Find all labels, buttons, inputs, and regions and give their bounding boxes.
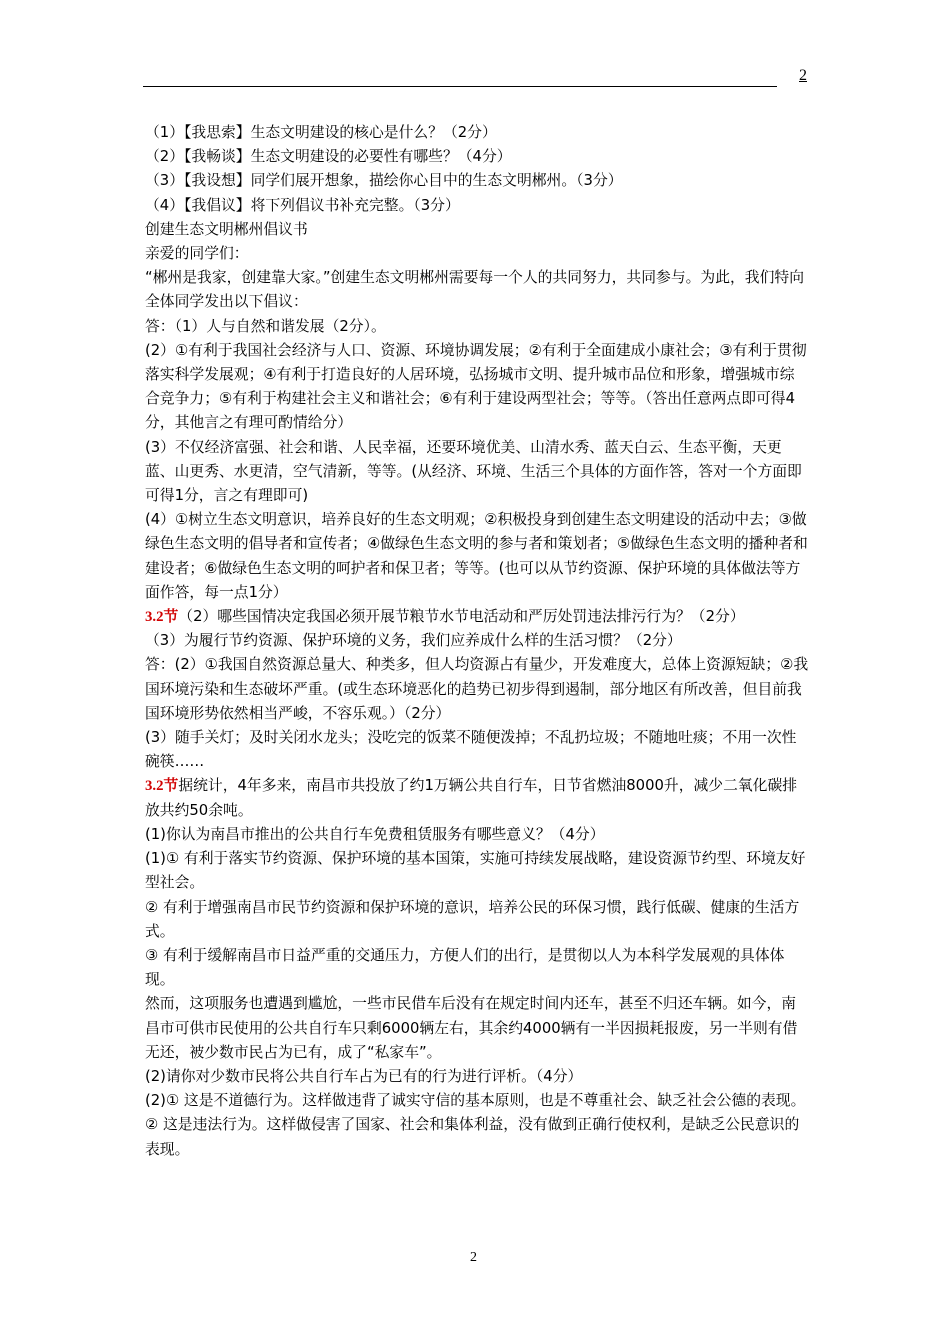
section-b-answer-1-3: ③ 有利于缓解南昌市日益严重的交通压力，方便人们的出行，是贯彻以人为本科学发展观的具体体现。 [145, 946, 785, 989]
section-b-paragraph: 然而，这项服务也遭遇到尴尬，一些市民借车后没有在规定时间内还车，甚至不归还车辆。如今，南昌市可供市民使用的公共自行车只剩6000辆左右，其余约4000辆有一半因损耗报废，另一半则有借无还，被少数市民占为已有，成了“私家车”。 [145, 995, 798, 1061]
header-rule [143, 86, 777, 87]
section-b-question-1: (1)你认为南昌市推出的公共自行车免费租赁服务有哪些意义？（4分） [145, 825, 605, 843]
section-a-question-2 [145, 605, 809, 629]
section-b-question-2: (2)请你对少数市民将公共自行车占为已有的行为进行评析。（4分） [145, 1067, 583, 1085]
section-tag: 3.2节 [145, 778, 179, 795]
answer-paragraph: (3）不仅经济富强、社会和谐、人民幸福，还要环境优美、山清水秀、蓝天白云、生态平衡，天更蓝、山更秀、水更清，空气清新，等等。(从经济、环境、生活三个具体的方面作答，答对一个方面即可得1分，言之有理即可) [145, 438, 802, 505]
header-page-number: 2 [799, 67, 807, 84]
proposal-salutation: 亲爱的同学们： [145, 245, 249, 263]
answer-paragraph: (2）①有利于我国社会经济与人口、资源、环境协调发展；②有利于全面建成小康社会；③有利于贯彻落实科学发展观；④有利于打造良好的人居环境，弘扬城市文明、提升城市品位和形象，增强城市综合竞争力；⑤有利于构建社会主义和谐社会；⑥有利于建设两型社会；等等。（答出任意两点即可得4分，其他言之有理可酌情给分） [145, 341, 807, 432]
answer-line: 答：（1）人与自然和谐发展（2分）。 [145, 317, 386, 335]
answer-paragraph: (4）①树立生态文明意识，培养良好的生态文明观；②积极投身到创建生态文明建设的活动中去；③做绿色生态文明的倡导者和宣传者；④做绿色生态文明的参与者和策划者；⑤做绿色生态文明的播种者和建设者；⑥做绿色生态文明的呵护者和保卫者；等等。(也可以从节约资源、保护环境的具体做法等方面作答，每一点1分） [145, 511, 808, 601]
question-line: （1）【我思索】生态文明建设的核心是什么？（2分） [145, 124, 497, 141]
section-b-answer-2-2: ② 这是违法行为。这样做侵害了国家、社会和集体利益，没有做到正确行使权利，是缺乏公民意识的表现。 [145, 1116, 800, 1158]
question-line: （4）【我倡议】将下列倡议书补充完整。（3分） [145, 196, 460, 214]
document-body [145, 121, 809, 1162]
proposal-body: “郴州是我家，创建靠大家。”创建生态文明郴州需要每一个人的共同努力，共同参与。为此，我们特向全体同学发出以下倡议： [145, 269, 804, 311]
section-a-question-3: （3）为履行节约资源、保护环境的义务，我们应养成什么样的生活习惯？（2分） [145, 632, 682, 650]
proposal-title: 创建生态文明郴州倡议书 [145, 220, 308, 238]
footer-page-number: 2 [470, 1250, 477, 1265]
section-a-answer-2: 答：(2）①我国自然资源总量大、种类多，但人均资源占有量少，开发难度大，总体上资源短缺；②我国环境污染和生态破坏严重。(或生态环境恶化的趋势已初步得到遏制，部分地区有所改善，但目前我国环境形势依然相当严峻，不容乐观。）（2分） [145, 656, 809, 722]
section-b-intro [145, 774, 809, 822]
question-text: （2）哪些国情决定我国必须开展节粮节水节电活动和严厉处罚违法排污行为？（2分） [178, 608, 745, 626]
intro-text: 据统计，4年多来，南昌市共投放了约1万辆公共自行车，日节省燃油8000升，减少二氧化碳排放共约50余吨。 [145, 777, 798, 819]
question-line: （2）【我畅谈】生态文明建设的必要性有哪些？（4分） [145, 148, 512, 166]
section-b-answer-1-1: (1)① 有利于落实节约资源、保护环境的基本国策，实施可持续发展战略，建设资源节约型、环境友好型社会。 [145, 850, 806, 892]
question-line: （3）【我设想】同学们展开想象，描绘你心目中的生态文明郴州。（3分） [145, 172, 623, 190]
section-tag: 3.2节 [145, 609, 179, 626]
section-b-answer-1-2: ② 有利于增强南昌市民节约资源和保护环境的意识，培养公民的环保习惯，践行低碳、健康的生活方式。 [145, 898, 800, 940]
section-b-answer-2-1: (2)① 这是不道德行为。这样做违背了诚实守信的基本原则，也是不尊重社会、缺乏社会公德的表现。 [145, 1092, 806, 1110]
section-a-answer-3: (3）随手关灯；及时关闭水龙头；没吃完的饭菜不随便泼掉；不乱扔垃圾；不随地吐痰；不用一次性碗筷…… [145, 729, 797, 771]
